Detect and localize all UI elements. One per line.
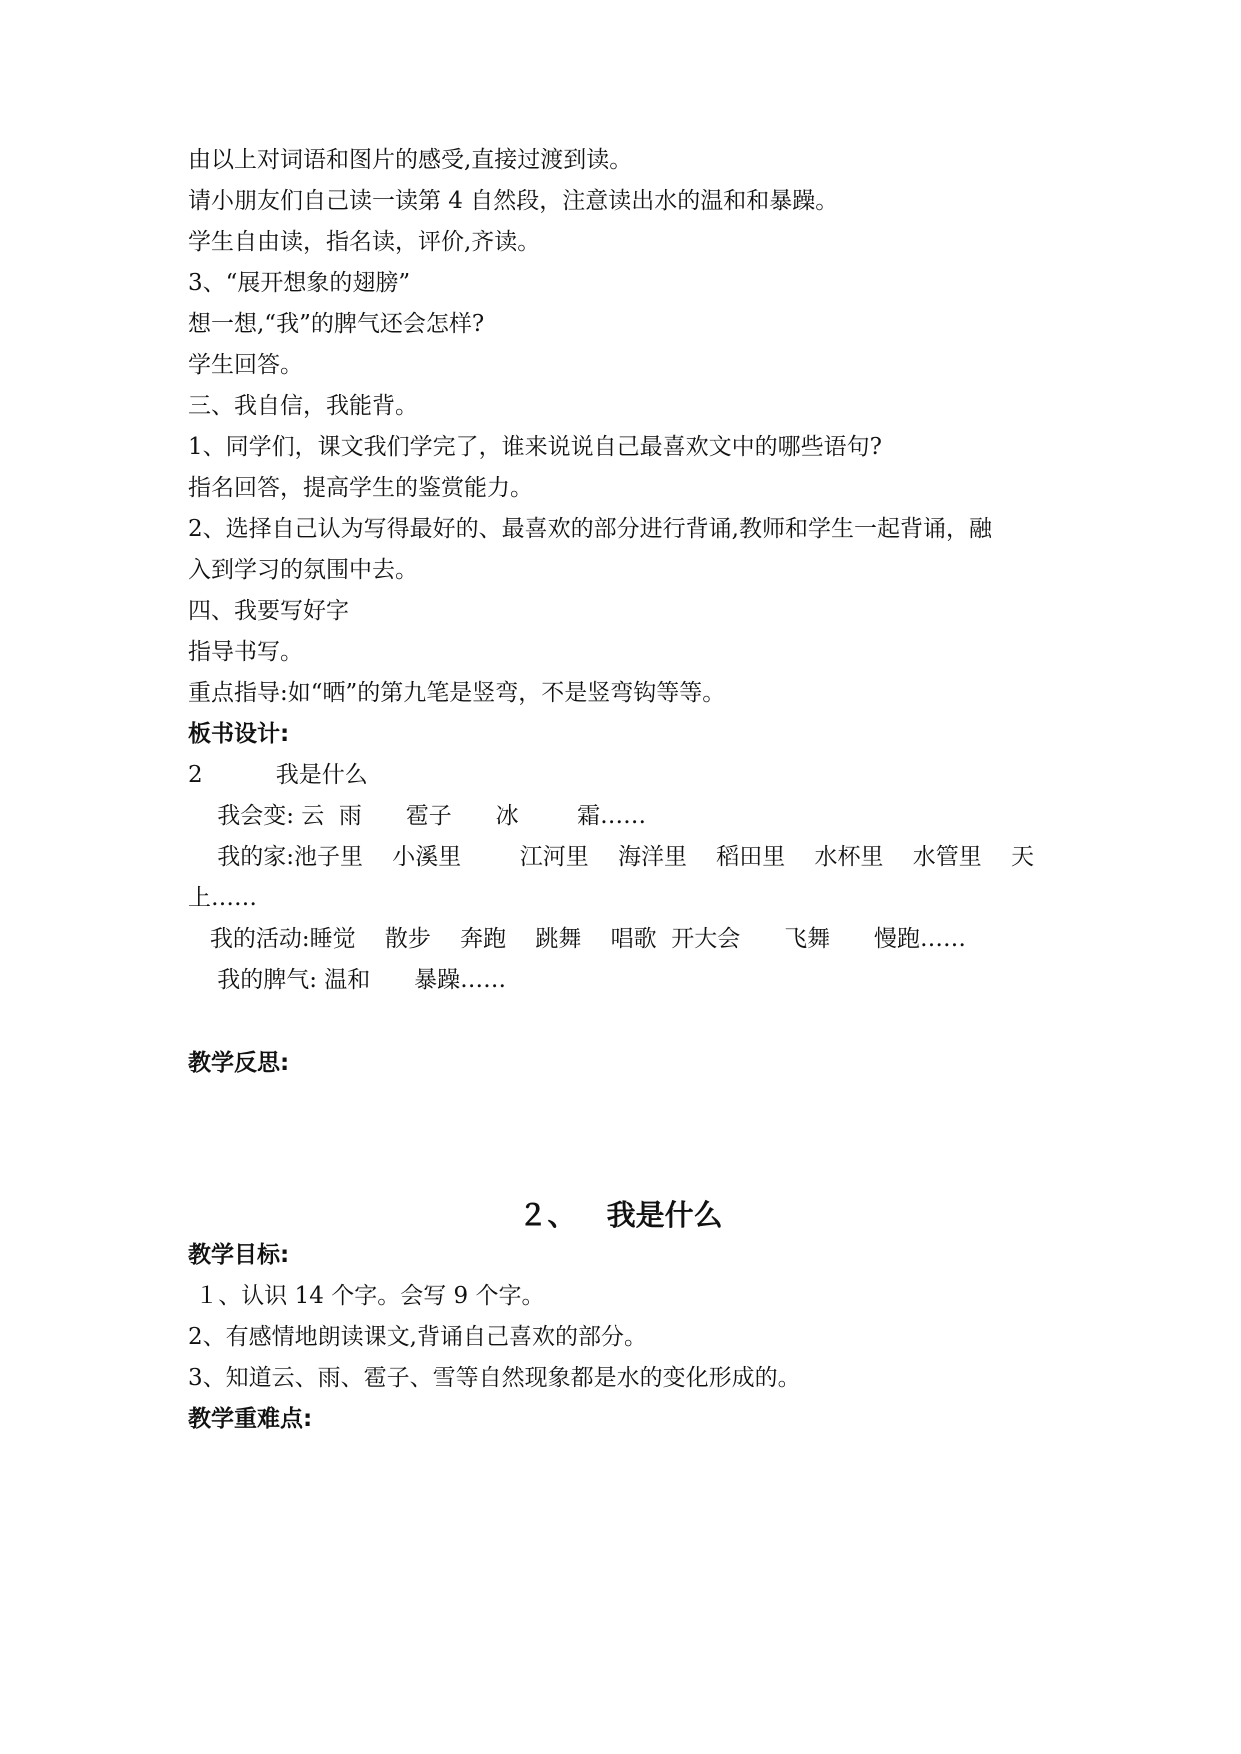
section-step-line: 3、“展开想象的翅膀” xyxy=(188,270,411,296)
text-line: 指名回答，提高学生的鉴赏能力。 xyxy=(188,475,533,501)
goal-item: 2、有感情地朗读课文,背诵自己喜欢的部分。 xyxy=(188,1324,647,1350)
lesson-title: ２、 我是什么 xyxy=(518,1198,723,1232)
board-line-home-cont: 上…… xyxy=(188,885,257,911)
board-line-activity: 我的活动:睡觉 散步 奔跑 跳舞 唱歌 开大会 飞舞 慢跑…… xyxy=(188,926,967,952)
text-line: 学生自由读，指名读，评价,齐读。 xyxy=(188,229,541,255)
section-heading: 四、我要写好字 xyxy=(188,598,349,624)
text-line: 学生回答。 xyxy=(188,352,303,378)
section-heading: 三、我自信，我能背。 xyxy=(188,393,418,419)
board-line-change: 我会变: 云 雨 雹子 冰 霜…… xyxy=(188,803,647,829)
text-line: 想一想,“我”的脾气还会怎样? xyxy=(188,311,485,337)
difficulty-heading: 教学重难点: xyxy=(188,1406,313,1432)
text-line: 1、同学们，课文我们学完了，谁来说说自己最喜欢文中的哪些语句? xyxy=(188,434,882,460)
goals-heading: 教学目标: xyxy=(188,1242,290,1268)
text-line: 2、选择自己认为写得最好的、最喜欢的部分进行背诵,教师和学生一起背诵，融 xyxy=(188,516,992,542)
board-line-home: 我的家:池子里 小溪里 江河里 海洋里 稻田里 水杯里 水管里 天 xyxy=(188,844,1034,870)
text-line: 指导书写。 xyxy=(188,639,303,665)
goal-item: 3、知道云、雨、雹子、雪等自然现象都是水的变化形成的。 xyxy=(188,1365,801,1391)
goal-item: １、认识 14 个字。会写 9 个字。 xyxy=(188,1283,545,1309)
board-line-temper: 我的脾气: 温和 暴躁…… xyxy=(188,967,507,993)
board-design-heading: 板书设计: xyxy=(188,721,290,747)
text-line: 请小朋友们自己读一读第 4 自然段，注意读出水的温和和暴躁。 xyxy=(188,188,839,214)
text-line: 重点指导:如“晒”的第九笔是竖弯，不是竖弯钩等等。 xyxy=(188,680,726,706)
board-title-line: 2 我是什么 xyxy=(188,762,368,788)
reflection-heading: 教学反思: xyxy=(188,1050,290,1076)
text-line: 入到学习的氛围中去。 xyxy=(188,557,418,583)
text-line: 由以上对词语和图片的感受,直接过渡到读。 xyxy=(188,147,633,173)
